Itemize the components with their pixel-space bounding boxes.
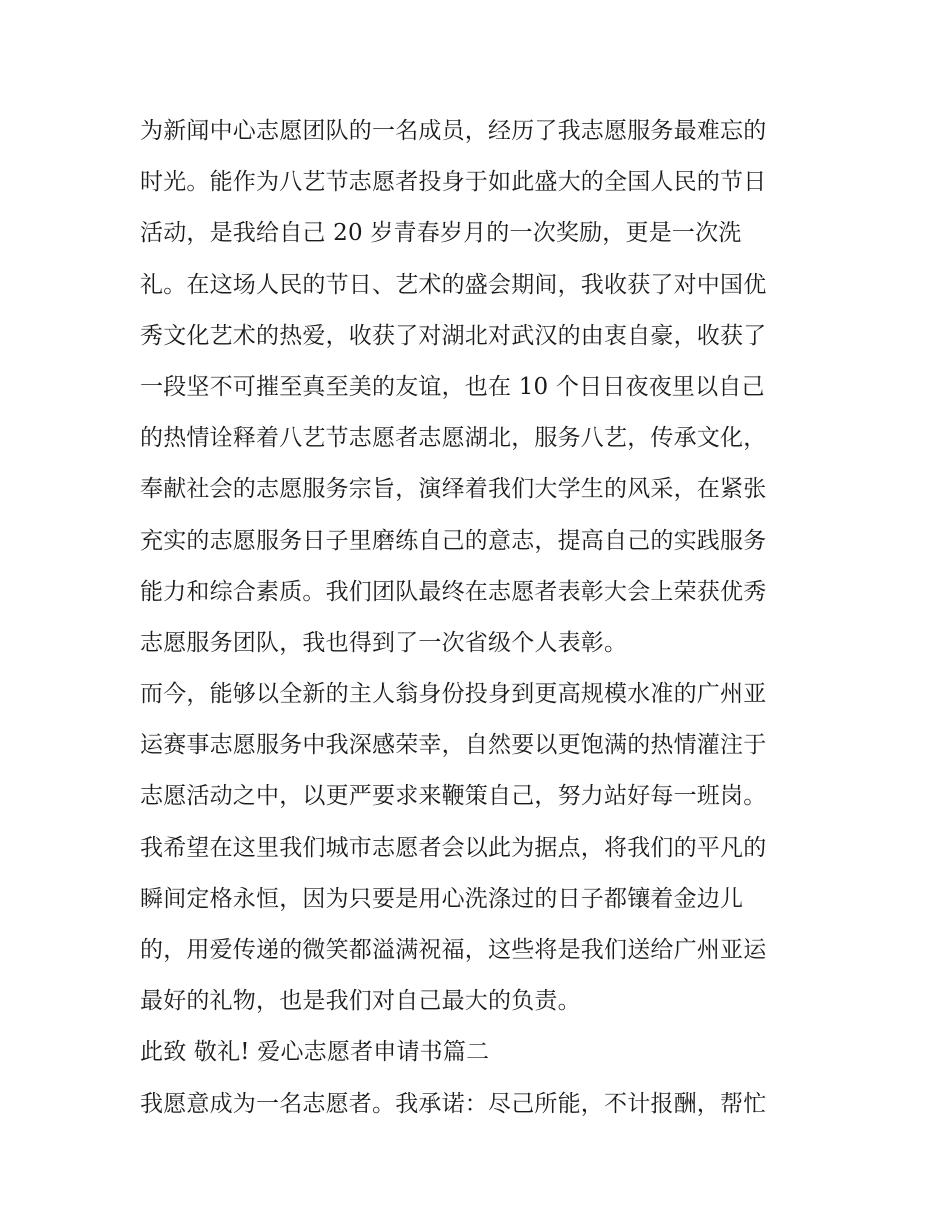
text-line: 能力和综合素质。我们团队最终在志愿者表彰大会上荣获优秀 — [140, 578, 767, 605]
text-line: 运赛事志愿服务中我深感荣幸，自然要以更饱满的热情灌注于 — [140, 732, 767, 759]
text-line: 一段坚不可摧至真至美的友谊，也在 10 个日日夜夜里以自己 — [140, 373, 765, 400]
section-heading: 此致 敬礼! 爱心志愿者申请书篇二 — [140, 1039, 490, 1066]
text-line: 秀文化艺术的热爱，收获了对湖北对武汉的由衷自豪，收获了 — [140, 322, 767, 349]
text-line: 充实的志愿服务日子里磨练自己的意志，提高自己的实践服务 — [140, 527, 767, 554]
text-line: 奉献社会的志愿服务宗旨，演绎着我们大学生的风采，在紧张 — [140, 476, 767, 503]
body-text — [140, 106, 840, 1130]
text-line: 而今，能够以全新的主人翁身份投身到更高规模水准的广州亚 — [140, 681, 767, 708]
text-line: 时光。能作为八艺节志愿者投身于如此盛大的全国人民的节日 — [140, 169, 767, 196]
text-line: 为新闻中心志愿团队的一名成员，经历了我志愿服务最难忘的 — [140, 118, 767, 144]
text-line: 的热情诠释着八艺节志愿者志愿湖北，服务八艺，传承文化， — [140, 425, 767, 452]
text-line: 我愿意成为一名志愿者。我承诺：尽己所能，不计报酬，帮忙 — [140, 1090, 767, 1117]
text-line: 礼。在这场人民的节日、艺术的盛会期间，我收获了对中国优 — [140, 271, 767, 298]
text-line: 最好的礼物，也是我们对自己最大的负责。 — [140, 988, 581, 1015]
text-line: 志愿活动之中，以更严要求来鞭策自己，努力站好每一班岗。 — [140, 783, 767, 810]
text-line: 我希望在这里我们城市志愿者会以此为据点，将我们的平凡的 — [140, 834, 767, 861]
text-line: 瞬间定格永恒，因为只要是用心洗涤过的日子都镶着金边儿 — [140, 885, 744, 912]
text-line: 的，用爱传递的微笑都溢满祝福，这些将是我们送给广州亚运 — [140, 937, 767, 963]
text-line: 志愿服务团队，我也得到了一次省级个人表彰。 — [140, 629, 628, 656]
text-line: 活动，是我给自己 20 岁青春岁月的一次奖励，更是一次洗 — [140, 220, 742, 247]
